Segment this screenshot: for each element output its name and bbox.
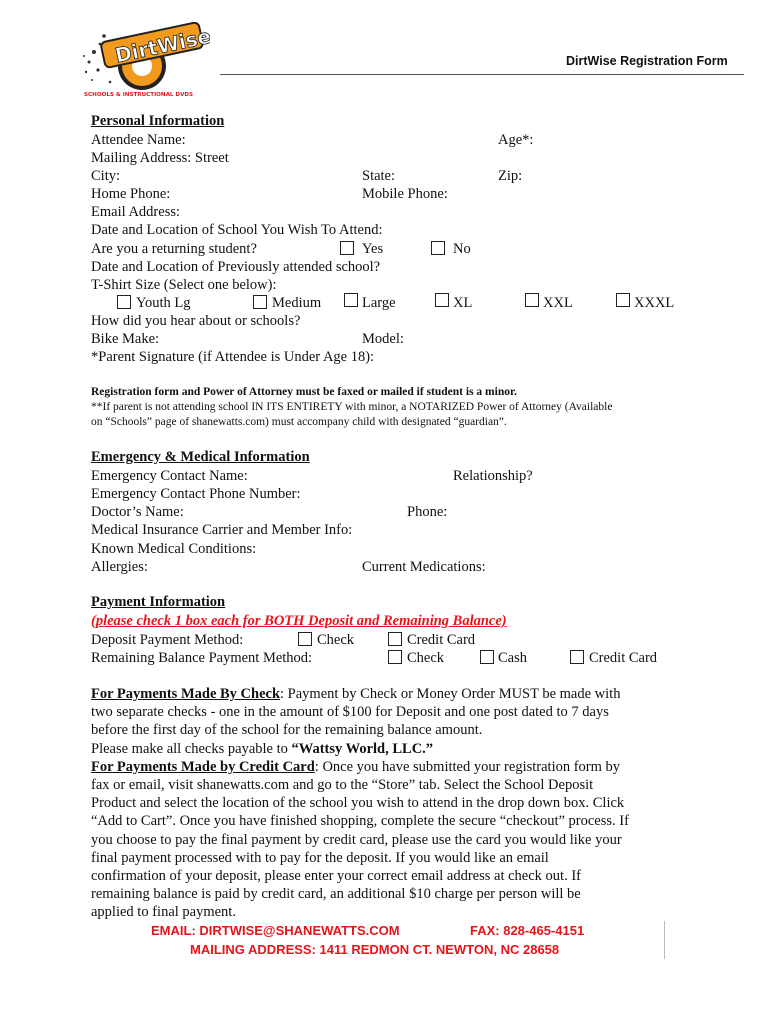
allergies-label: Allergies: (91, 559, 148, 575)
attendee-name-label: Attendee Name: (91, 132, 186, 148)
size-medium-checkbox[interactable] (253, 295, 267, 309)
balance-method-label: Remaining Balance Payment Method: (91, 650, 313, 666)
notice-line-2: **If parent is not attending school IN ITS ENTIRETY with minor, a NOTARIZED Power of Attorney (Available (91, 401, 613, 413)
size-xl-label: XL (453, 295, 473, 311)
doctor-name-label: Doctor’s Name: (91, 504, 184, 520)
size-xxl-checkbox[interactable] (525, 293, 539, 307)
size-youth-lg-label: Youth Lg (136, 295, 191, 311)
home-phone-label: Home Phone: (91, 186, 171, 202)
balance-cash-checkbox[interactable] (480, 650, 494, 664)
balance-check-label: Check (407, 650, 445, 666)
credit-line-4: you choose to pay the final payment by credit card, please use the card you would like your (91, 831, 622, 848)
logo-graphic (80, 22, 210, 102)
hear-about-label: How did you hear about or schools? (91, 313, 301, 329)
check-line-0: : Payment by Check or Money Order MUST be made with (280, 686, 621, 702)
notice-line-3: on “Schools” page of shanewatts.com) must accompany child with designated “guardian”. (91, 416, 507, 428)
size-xxxl-label: XXXL (634, 295, 675, 311)
balance-check-checkbox[interactable] (388, 650, 402, 664)
notice-bold: Registration form and Power of Attorney must be faxed or mailed if student is a minor. (91, 386, 517, 398)
footer-fax: FAX: 828-465-4151 (470, 923, 585, 938)
payable-prefix: Please make all checks payable to (91, 740, 292, 757)
size-medium-label: Medium (272, 295, 322, 311)
medications-label: Current Medications: (362, 559, 486, 575)
logo-subtext: SCHOOLS & INSTRUCTIONAL DVDS (84, 92, 194, 98)
check-line-1: two separate checks - one in the amount of $100 for Deposit and one post dated to 7 days (91, 704, 609, 721)
size-youth-lg-checkbox[interactable] (117, 295, 131, 309)
footer-divider (664, 921, 665, 959)
check-paragraph (91, 685, 691, 922)
zip-label: Zip: (498, 168, 523, 184)
payable-name: “Wattsy World, LLC.” (291, 740, 434, 757)
credit-line-7: remaining balance is paid by credit card, an additional $10 charge per person will be (91, 886, 581, 903)
state-label: State: (362, 168, 396, 184)
size-xl-checkbox[interactable] (435, 293, 449, 307)
credit-line-5: final payment processed with to pay for the deposit. If you would like an email (91, 849, 549, 866)
size-large-checkbox[interactable] (344, 293, 358, 307)
credit-line-8: applied to final payment. (91, 904, 236, 921)
doctor-phone-label: Phone: (407, 504, 448, 520)
credit-line-1: fax or email, visit shanewatts.com and go to the “Store” tab. Select the School Deposit (91, 777, 594, 794)
size-large-label: Large (362, 295, 396, 311)
returning-yes-label: Yes (362, 241, 384, 257)
check-line-2: before the first day of the school for the remaining balance amount. (91, 722, 483, 739)
deposit-method-label: Deposit Payment Method: (91, 632, 244, 648)
footer-email: EMAIL: DIRTWISE@SHANEWATTS.COM (151, 923, 400, 938)
parent-signature-label: *Parent Signature (if Attendee is Under Age 18): (91, 349, 375, 365)
header-rule (220, 74, 744, 75)
relationship-label: Relationship? (453, 468, 533, 484)
deposit-credit-label: Credit Card (407, 632, 476, 648)
returning-yes-checkbox[interactable] (340, 241, 354, 255)
returning-question: Are you a returning student? (91, 241, 257, 257)
balance-cash-label: Cash (498, 650, 527, 666)
deposit-check-label: Check (317, 632, 355, 648)
email-label: Email Address: (91, 204, 181, 220)
personal-heading: Personal Information (91, 113, 225, 129)
returning-no-label: No (453, 241, 471, 257)
balance-credit-label: Credit Card (589, 650, 658, 666)
logo-text: DirtWise (112, 23, 210, 68)
city-label: City: (91, 168, 121, 184)
credit-line-0: : Once you have submitted your registration form by (314, 758, 621, 775)
insurance-label: Medical Insurance Carrier and Member Info: (91, 522, 353, 538)
bike-make-label: Bike Make: (91, 331, 160, 347)
emergency-contact-name-label: Emergency Contact Name: (91, 468, 248, 484)
age-label: Age*: (498, 132, 534, 148)
size-xxxl-checkbox[interactable] (616, 293, 630, 307)
credit-line-6: confirmation of your deposit, please enter your correct email address at check out. If (91, 868, 581, 885)
tshirt-label: T-Shirt Size (Select one below): (91, 277, 277, 293)
deposit-check-checkbox[interactable] (298, 632, 312, 646)
check-heading: For Payments Made By Check (91, 686, 281, 702)
credit-heading: For Payments Made by Credit Card (91, 758, 315, 775)
mailing-address-label: Mailing Address: Street (91, 150, 229, 166)
size-xxl-label: XXL (543, 295, 573, 311)
form-title: DirtWise Registration Form (566, 54, 728, 68)
emergency-heading: Emergency & Medical Information (91, 449, 310, 465)
model-label: Model: (362, 331, 404, 347)
school-date-location-label: Date and Location of School You Wish To Attend: (91, 222, 383, 238)
payment-instruction: (please check 1 box each for BOTH Deposit and Remaining Balance) (91, 613, 507, 629)
mobile-phone-label: Mobile Phone: (362, 186, 448, 202)
deposit-credit-checkbox[interactable] (388, 632, 402, 646)
balance-credit-checkbox[interactable] (570, 650, 584, 664)
payment-heading: Payment Information (91, 594, 226, 610)
dirtwise-logo (80, 22, 210, 102)
credit-line-2: Product and select the location of the school you wish to attend in the drop down box. Click (91, 795, 625, 812)
emergency-contact-phone-label: Emergency Contact Phone Number: (91, 486, 301, 502)
credit-line-3: “Add to Cart”. Once you have finished shopping, complete the secure “checkout” process. If (91, 813, 629, 830)
prev-school-label: Date and Location of Previously attended school? (91, 259, 381, 275)
returning-no-checkbox[interactable] (431, 241, 445, 255)
footer-mailing-address: MAILING ADDRESS: 1411 REDMON CT. NEWTON, NC 28658 (190, 942, 560, 957)
conditions-label: Known Medical Conditions: (91, 541, 257, 557)
